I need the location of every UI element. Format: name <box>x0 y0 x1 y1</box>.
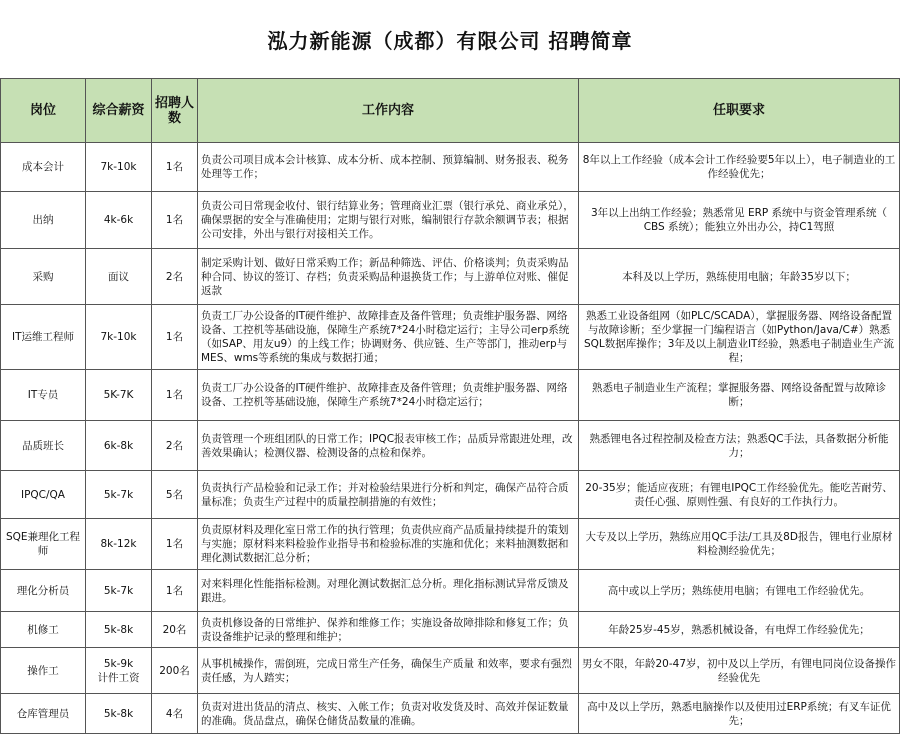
cell-position: IT运维工程师 <box>1 305 86 370</box>
cell-duties: 负责执行产品检验和记录工作；并对检验结果进行分析和判定，确保产品符合质量标准；负责生产过程中的质量控制措施的有效性； <box>198 471 579 519</box>
cell-requirements: 3年以上出纳工作经验；熟悉常见 ERP 系统中与资金管理系统（ CBS 系统）；能独立外出办公，持C1驾照 <box>579 192 900 249</box>
cell-position: IT专员 <box>1 370 86 421</box>
cell-headcount: 1名 <box>152 519 198 570</box>
table-header-row <box>1 79 900 143</box>
table-row <box>1 370 900 421</box>
cell-duties: 从事机械操作，需倒班，完成日常生产任务，确保生产质量 和效率，要求有强烈责任感，为人踏实； <box>198 648 579 694</box>
table-row <box>1 305 900 370</box>
table-row <box>1 471 900 519</box>
cell-position: 成本会计 <box>1 143 86 192</box>
cell-salary: 7k-10k <box>86 305 152 370</box>
cell-requirements: 熟悉锂电各过程控制及检查方法；熟悉QC手法，具备数据分析能力； <box>579 421 900 471</box>
cell-duties: 负责机修设备的日常维护、保养和维修工作；实施设备故障排除和修复工作；负责设备维护记录的整理和维护； <box>198 612 579 648</box>
cell-headcount: 200名 <box>152 648 198 694</box>
cell-position: 出纳 <box>1 192 86 249</box>
cell-salary: 5k-7k <box>86 570 152 612</box>
cell-duties: 负责公司日常现金收付、银行结算业务；管理商业汇票（银行承兑、商业承兑），确保票据的安全与准确使用；定期与银行对账，编制银行存款余额调节表；根据公司安排，外出与银行对接相关工作。 <box>198 192 579 249</box>
table-row <box>1 694 900 734</box>
cell-requirements: 熟悉电子制造业生产流程；掌握服务器、网络设备配置与故障诊断； <box>579 370 900 421</box>
cell-position: 仓库管理员 <box>1 694 86 734</box>
cell-headcount: 2名 <box>152 421 198 471</box>
cell-headcount: 1名 <box>152 192 198 249</box>
cell-salary: 5k-7k <box>86 471 152 519</box>
header-headcount: 招聘人数 <box>152 79 198 143</box>
cell-salary: 7k-10k <box>86 143 152 192</box>
cell-requirements: 男女不限，年龄20-47岁，初中及以上学历，有锂电同岗位设备操作经验优先 <box>579 648 900 694</box>
table-row <box>1 612 900 648</box>
cell-salary: 8k-12k <box>86 519 152 570</box>
cell-headcount: 2名 <box>152 249 198 305</box>
cell-duties: 负责工厂办公设备的IT硬件维护、故障排查及备件管理；负责维护服务器、网络设备、工控机等基础设施，保障生产系统7*24小时稳定运行；主导公司erp系统（如SAP、用友u9）的上线工作；协调财务、供应链、生产等部门，推动erp与MES、wms等系统的集成与数据打通； <box>198 305 579 370</box>
cell-position: 理化分析员 <box>1 570 86 612</box>
header-salary: 综合薪资 <box>86 79 152 143</box>
cell-headcount: 1名 <box>152 570 198 612</box>
table-row <box>1 421 900 471</box>
page-title: 泓力新能源（成都）有限公司 招聘简章 <box>267 29 633 53</box>
cell-salary: 5k-9k 计件工资 <box>86 648 152 694</box>
table-row <box>1 143 900 192</box>
header-duties: 工作内容 <box>198 79 579 143</box>
cell-salary: 面议 <box>86 249 152 305</box>
header-requirements: 任职要求 <box>579 79 900 143</box>
cell-duties: 负责原材料及理化室日常工作的执行管理；负责供应商产品质量持续提升的策划与实施；原材料来料检验作业指导书和检验标准的实施和优化；来料抽测数据和理化测试数据汇总分析； <box>198 519 579 570</box>
cell-salary: 4k-6k <box>86 192 152 249</box>
cell-duties: 负责对进出货品的清点、核实、入帐工作；负责对收发货及时、高效并保证数量的准确。货品盘点，确保仓储货品数量的准确。 <box>198 694 579 734</box>
cell-duties: 对来料理化性能指标检测。对理化测试数据汇总分析。理化指标测试异常反馈及跟进。 <box>198 570 579 612</box>
cell-requirements: 熟悉工业设备组网（如PLC/SCADA），掌握服务器、网络设备配置与故障诊断；至少掌握一门编程语言（如Python/Java/C#）熟悉SQL数据库操作；3年及以上制造业IT经验，熟悉电子制造业生产流程； <box>579 305 900 370</box>
table-row <box>1 570 900 612</box>
cell-headcount: 4名 <box>152 694 198 734</box>
cell-requirements: 年龄25岁-45岁，熟悉机械设备，有电焊工作经验优先； <box>579 612 900 648</box>
cell-headcount: 20名 <box>152 612 198 648</box>
table-row <box>1 249 900 305</box>
cell-requirements: 大专及以上学历，熟练应用QC手法/工具及8D报告，锂电行业原材料检测经验优先； <box>579 519 900 570</box>
cell-requirements: 本科及以上学历，熟练使用电脑；年龄35岁以下； <box>579 249 900 305</box>
cell-position: 品质班长 <box>1 421 86 471</box>
cell-salary: 5K-7K <box>86 370 152 421</box>
cell-salary: 6k-8k <box>86 421 152 471</box>
cell-headcount: 1名 <box>152 305 198 370</box>
cell-headcount: 1名 <box>152 370 198 421</box>
cell-headcount: 5名 <box>152 471 198 519</box>
cell-requirements: 高中或以上学历；熟练使用电脑；有锂电工作经验优先。 <box>579 570 900 612</box>
table-row <box>1 519 900 570</box>
cell-requirements: 高中及以上学历，熟悉电脑操作以及使用过ERP系统；有叉车证优先； <box>579 694 900 734</box>
cell-salary: 5k-8k <box>86 694 152 734</box>
cell-duties: 负责管理一个班组团队的日常工作；IPQC报表审核工作；品质异常跟进处理，改善效果确认；检测仪器、检测设备的点检和保养。 <box>198 421 579 471</box>
table-body <box>1 143 900 734</box>
cell-position: 机修工 <box>1 612 86 648</box>
cell-requirements: 8年以上工作经验（成本会计工作经验要5年以上），电子制造业的工作经验优先； <box>579 143 900 192</box>
cell-duties: 负责公司项目成本会计核算、成本分析、成本控制、预算编制、财务报表、税务处理等工作； <box>198 143 579 192</box>
table-row <box>1 192 900 249</box>
cell-headcount: 1名 <box>152 143 198 192</box>
table-row <box>1 648 900 694</box>
header-position: 岗位 <box>1 79 86 143</box>
cell-position: IPQC/QA <box>1 471 86 519</box>
cell-duties: 负责工厂办公设备的IT硬件维护、故障排查及备件管理；负责维护服务器、网络设备、工控机等基础设施，保障生产系统7*24小时稳定运行； <box>198 370 579 421</box>
cell-salary: 5k-8k <box>86 612 152 648</box>
cell-duties: 制定采购计划、做好日常采购工作；新品种筛选、评估、价格谈判；负责采购品种合同、协议的签订、存档；负责采购品种退换货工作；与上游单位对账、催促返款 <box>198 249 579 305</box>
cell-position: 操作工 <box>1 648 86 694</box>
cell-position: 采购 <box>1 249 86 305</box>
cell-requirements: 20-35岁；能适应夜班；有锂电IPQC工作经验优先。能吃苦耐劳、责任心强、原则性强、有良好的工作执行力。 <box>579 471 900 519</box>
recruitment-table <box>0 78 900 734</box>
cell-position: SQE兼理化工程师 <box>1 519 86 570</box>
